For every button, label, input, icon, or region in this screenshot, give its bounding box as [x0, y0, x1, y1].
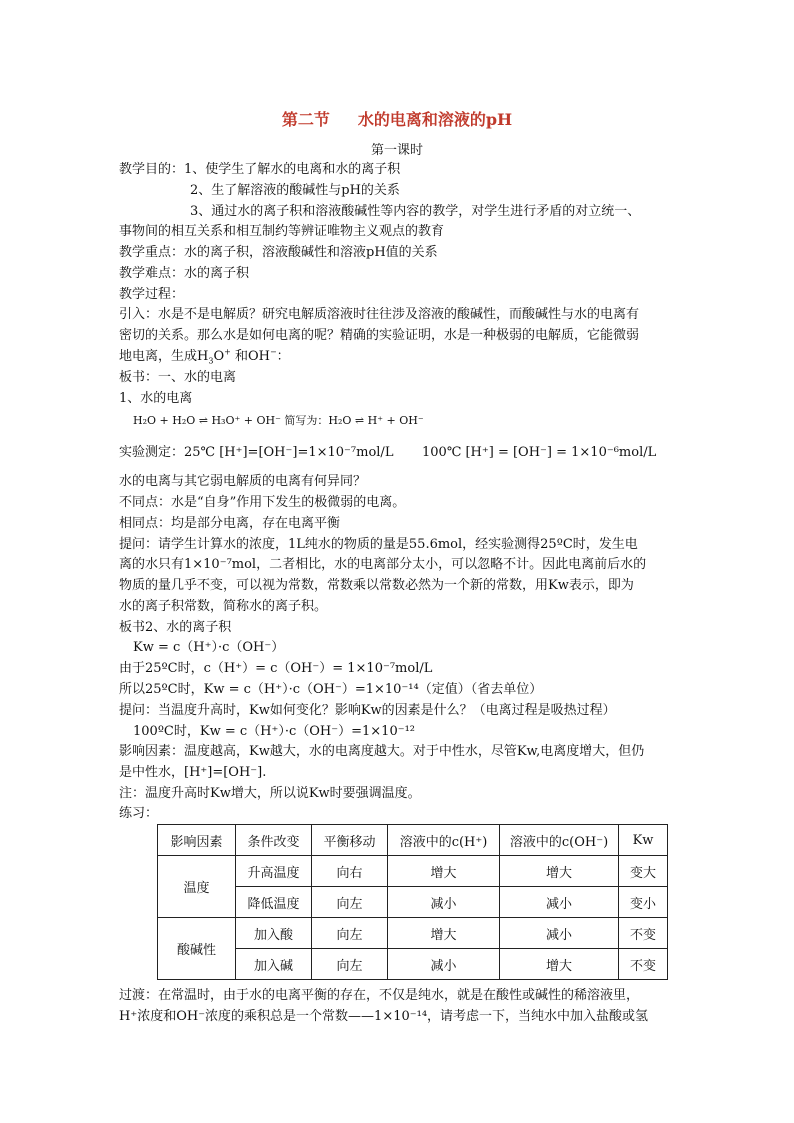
table-row — [158, 856, 668, 887]
objective-line: 2、生了解溶液的酸碱性与pH的关系 — [190, 183, 400, 198]
table-cell: 向右 — [312, 856, 388, 887]
transition-line: 过渡：在常温时，由于水的电离平衡的存在，不仅是纯水，就是在酸性或碱性的稀溶液里， — [119, 988, 640, 1003]
lesson-subtitle: 第一课时 — [370, 143, 423, 158]
transition-line: H⁺浓度和OH⁻浓度的乘积总是一个常数——1×10⁻¹⁴，请考虑一下，当纯水中加入盐酸或氢 — [119, 1009, 649, 1024]
table-cell: 增大 — [500, 856, 619, 887]
note-line: 注：温度升高时Kw增大，所以说Kw时要强调温度。 — [119, 786, 421, 801]
question-line: 水的电离与其它弱电解质的电离有何异同？ — [119, 474, 367, 489]
table-header: Kw — [619, 825, 668, 856]
intro-line: 地电离，生成$H_3O^+$ 和OH−： — [119, 347, 290, 366]
objective-line: 教学目的：1、使学生了解水的电离和水的离子积 — [119, 162, 401, 177]
table-header: 溶液中的c(H⁺) — [388, 825, 500, 856]
table-cell: 升高温度 — [236, 856, 312, 887]
practice-heading: 练习： — [119, 806, 159, 821]
kw-formula: Kw = c（H⁺）·c（OH⁻） — [133, 640, 285, 655]
table-cell: 向左 — [312, 918, 388, 949]
table-cell: 不变 — [619, 918, 668, 949]
practice-table — [157, 824, 668, 980]
table-header: 平衡移动 — [312, 825, 388, 856]
table-cell: 增大 — [388, 918, 500, 949]
table-header: 条件改变 — [236, 825, 312, 856]
title-topic: 水的电离和溶液的pH — [357, 110, 513, 129]
factor-cell: 酸碱性 — [158, 918, 236, 980]
ask-line: 物质的量几乎不变，可以视为常数，常数乘以常数必然为一个新的常数，用Kw表示，即为 — [119, 578, 634, 593]
influence-line: 影响因素：温度越高，Kw越大，水的电离度越大。对于中性水，尽管Kw,电离度增大，但仍 — [119, 744, 645, 759]
table-cell: 降低温度 — [236, 887, 312, 918]
table-cell: 减小 — [500, 918, 619, 949]
measurement-25c: 实验测定：25℃ [H⁺]=[OH⁻]=1×10⁻⁷mol/L — [119, 445, 394, 460]
difference-line: 不同点：水是“自身”作用下发生的极微弱的电离。 — [119, 495, 406, 510]
difficulty-line: 教学难点：水的离子积 — [119, 266, 250, 281]
process-heading: 教学过程： — [119, 287, 185, 302]
ionization-equation: H₂O + H₂O ⇌ H₃O⁺ + OH⁻ 简写为：H₂O ⇌ H⁺ + OH⁻ — [133, 414, 424, 427]
table-cell: 增大 — [388, 856, 500, 887]
ask-line: 水的离子积常数，简称水的离子积。 — [119, 599, 328, 614]
intro-line: 引入：水是不是电解质？研究电解质溶液时往往涉及溶液的酸碱性，而酸碱性与水的电离有 — [119, 307, 640, 322]
table-header-row — [158, 825, 668, 856]
kw-line: 所以25ºC时，Kw = c（H⁺）·c（OH⁻）=1×10⁻¹⁴（定值）（省去单位） — [119, 682, 543, 697]
table-cell: 增大 — [500, 949, 619, 980]
section-heading: 1、水的电离 — [119, 391, 193, 406]
board-heading: 板书：一、水的电离 — [119, 370, 237, 385]
title-section: 第二节 — [281, 110, 330, 129]
table-cell: 向左 — [312, 949, 388, 980]
ask-line: 提问：当温度升高时，Kw如何变化？影响Kw的因素是什么？（电离过程是吸热过程） — [119, 703, 616, 718]
similarity-line: 相同点：均是部分电离，存在电离平衡 — [119, 516, 341, 531]
table-cell: 加入酸 — [236, 918, 312, 949]
table-header: 溶液中的c(OH⁻) — [500, 825, 619, 856]
table-cell: 减小 — [500, 887, 619, 918]
intro-line: 密切的关系。那么水是如何电离的呢？精确的实验证明，水是一种极弱的电解质，它能微弱 — [119, 328, 640, 343]
table-cell: 不变 — [619, 949, 668, 980]
objective-line: 事物间的相互关系和相互制约等辨证唯物主义观点的教育 — [119, 224, 445, 239]
board-heading: 板书2、水的离子积 — [119, 620, 232, 635]
table-cell: 加入碱 — [236, 949, 312, 980]
kw-line: 由于25ºC时，c（H⁺）= c（OH⁻）= 1×10⁻⁷mol/L — [119, 661, 433, 676]
measurement-100c: 100℃ [H⁺] = [OH⁻] = 1×10⁻⁶mol/L — [422, 445, 657, 460]
table-header: 影响因素 — [158, 825, 236, 856]
table-row — [158, 918, 668, 949]
table-cell: 变大 — [619, 856, 668, 887]
ask-line: 提问：请学生计算水的浓度，1L纯水的物质的量是55.6mol，经实验测得25ºC时，发生电 — [119, 537, 638, 552]
influence-line: 是中性水，[H⁺]=[OH⁻]. — [119, 765, 267, 780]
table-cell: 向左 — [312, 887, 388, 918]
key-point-line: 教学重点：水的离子积，溶液酸碱性和溶液pH值的关系 — [119, 245, 438, 260]
factor-cell: 温度 — [158, 856, 236, 918]
page-title — [0, 107, 794, 130]
table-cell: 减小 — [388, 887, 500, 918]
kw-line: 100ºC时，Kw = c（H⁺）·c（OH⁻）=1×10⁻¹² — [133, 724, 416, 739]
objective-line: 3、通过水的离子积和溶液酸碱性等内容的教学，对学生进行矛盾的对立统一、 — [190, 204, 641, 219]
table-cell: 变小 — [619, 887, 668, 918]
ask-line: 离的水只有1×10⁻⁷mol，二者相比，水的电离部分太小，可以忽略不计。因此电离前后水的 — [119, 557, 647, 572]
table-cell: 减小 — [388, 949, 500, 980]
